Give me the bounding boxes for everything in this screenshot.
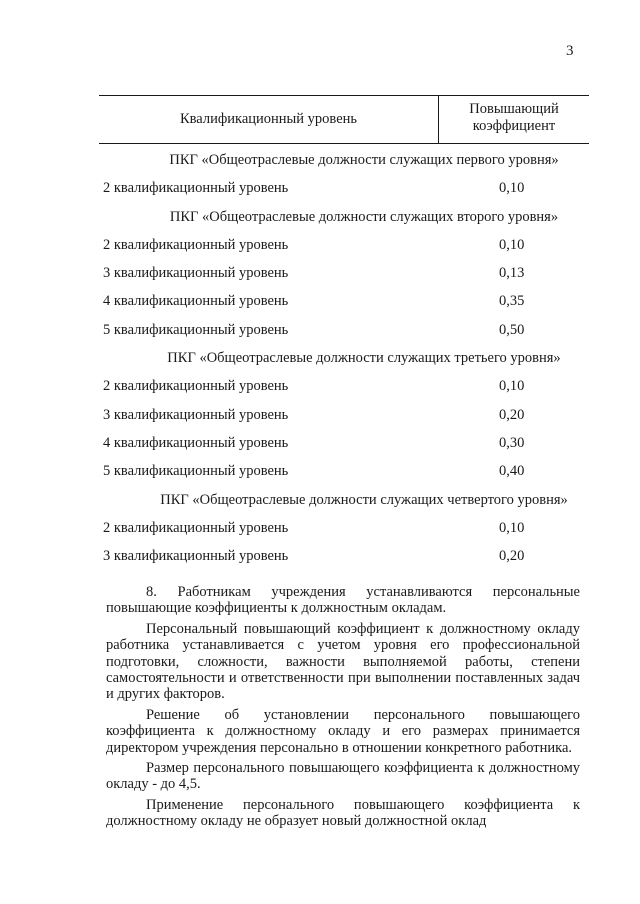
body-text <box>106 584 580 834</box>
paragraph: Персональный повышающий коэффициент к должностному окладу работника устанавливается с учетом уровня его профессиональной подготовки, сложности, важности выполняемой работы, степени самостоятельности и ответственности при выполнении поставленных задач и других факторов. <box>106 620 580 703</box>
table-row <box>99 429 589 457</box>
group-title: ПКГ «Общеотраслевые должности служащих третьего уровня» <box>167 350 561 367</box>
paragraph: 8. Работникам учреждения устанавливаются персональные повышающие коэффициенты к должностным окладам. <box>106 584 580 617</box>
group-title: ПКГ «Общеотраслевые должности служащих первого уровня» <box>169 152 559 168</box>
group-title: ПКГ «Общеотраслевые должности служащих четвертого уровня» <box>160 491 568 508</box>
table-row <box>99 514 589 542</box>
group-heading-row <box>99 344 589 372</box>
coefficient-value: 0,10 <box>499 236 525 253</box>
page-number: 3 <box>566 43 574 59</box>
column-header-level: Квалификационный уровень <box>179 111 358 127</box>
table-header-rule <box>99 143 589 144</box>
coefficient-value: 0,10 <box>499 519 525 536</box>
paragraph: Решение об установлении персонального повышающего коэффициента к должностному окладу и его размерах принимается директором учреждения персонально в отношении конкретного работника. <box>106 706 580 756</box>
qualification-level: 2 квалификационный уровень <box>103 236 289 253</box>
qualification-level: 3 квалификационный уровень <box>103 406 289 423</box>
coefficient-value: 0,10 <box>499 180 525 197</box>
table-row <box>99 372 589 400</box>
column-header-coefficient-line2: коэффициент <box>472 118 556 134</box>
table-row <box>99 542 589 570</box>
qualification-level: 2 квалификационный уровень <box>103 180 289 197</box>
table-row <box>99 231 589 259</box>
group-heading-row <box>99 203 589 231</box>
qualification-level: 3 квалификационный уровень <box>103 548 289 565</box>
paragraph: Применение персонального повышающего коэффициента к должностному окладу не образует новый должностной оклад <box>106 796 580 830</box>
table-row <box>99 287 589 315</box>
qualification-level: 2 квалификационный уровень <box>103 519 289 536</box>
group-heading-row <box>99 146 589 174</box>
table-row <box>99 174 589 202</box>
coefficient-value: 0,20 <box>499 548 525 565</box>
coefficient-value: 0,10 <box>499 378 525 395</box>
column-header-coefficient-line1: Повышающий <box>469 101 559 117</box>
coefficient-value: 0,30 <box>499 434 525 451</box>
group-heading-row <box>99 486 589 514</box>
qualification-level: 3 квалификационный уровень <box>103 265 289 282</box>
qualification-level: 4 квалификационный уровень <box>103 434 289 451</box>
qualification-level: 5 квалификационный уровень <box>103 463 289 480</box>
coefficient-value: 0,35 <box>499 293 525 310</box>
paragraph: Размер персонального повышающего коэффициента к должностному окладу - до 4,5. <box>106 760 580 793</box>
coefficient-value: 0,13 <box>499 265 525 282</box>
column-header-coefficient <box>439 101 589 135</box>
coefficient-value: 0,50 <box>499 321 525 338</box>
table-row <box>99 457 589 485</box>
group-title: ПКГ «Общеотраслевые должности служащих второго уровня» <box>169 208 559 225</box>
qualification-level: 4 квалификационный уровень <box>103 293 289 310</box>
qualification-level: 5 квалификационный уровень <box>103 321 289 338</box>
table-body <box>99 146 589 570</box>
qualification-level: 2 квалификационный уровень <box>103 378 289 395</box>
table-top-rule <box>99 95 589 96</box>
table-row <box>99 259 589 287</box>
coefficient-value: 0,40 <box>499 463 525 480</box>
table-row <box>99 401 589 429</box>
coefficient-value: 0,20 <box>499 406 525 423</box>
table-row <box>99 316 589 344</box>
